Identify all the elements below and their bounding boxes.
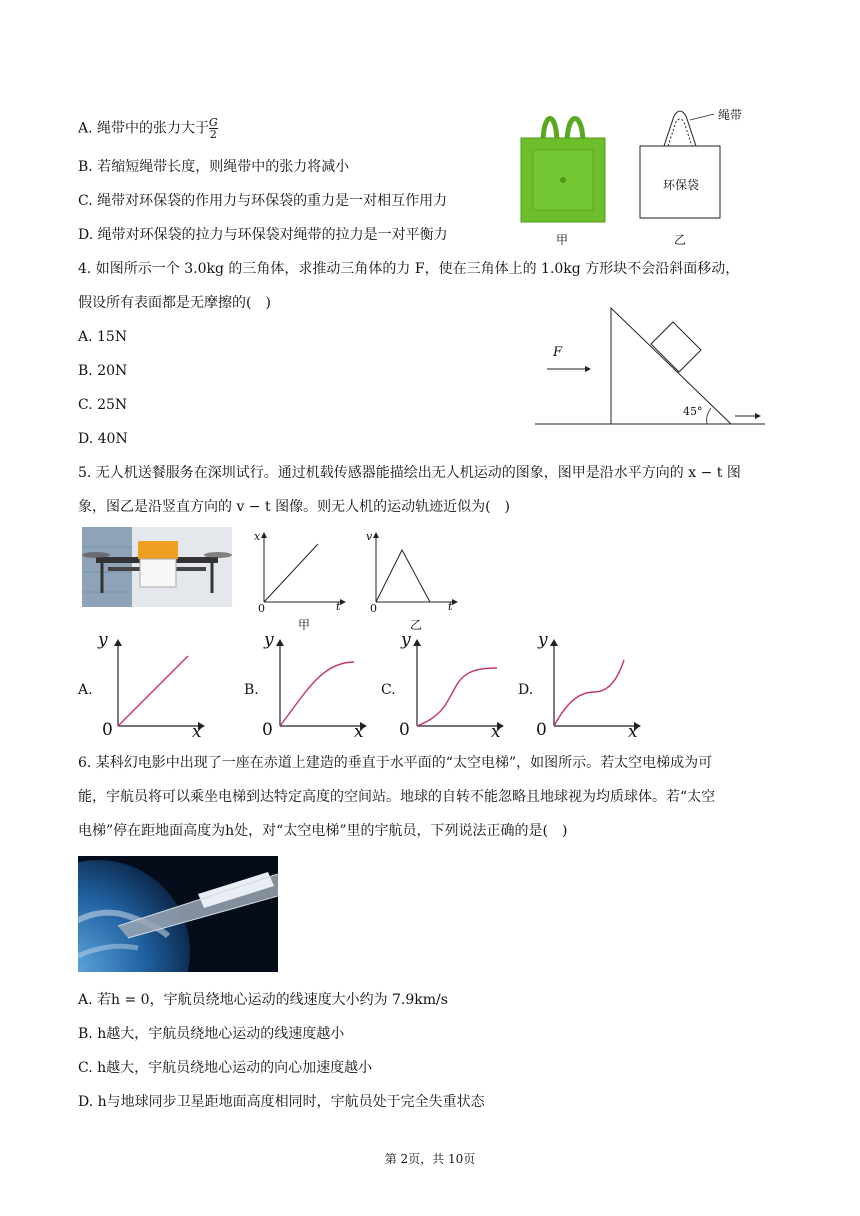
q3-option-a [78,117,218,140]
space-elevator-illustration [78,856,278,972]
drone-illustration [82,527,232,607]
incline-diagram [535,300,775,430]
q3-option-a-text: A. 绳带中的张力大于 [78,120,210,137]
answer-graph-a [78,632,218,744]
angle-label: 45° [683,405,703,418]
answer-a-origin: 0 [102,720,113,740]
green-bag-illustration [515,104,610,226]
answer-c-origin: 0 [399,720,410,740]
answer-a-letter: A. [78,682,93,698]
drone-image [82,527,232,607]
q3-caption-yi: 乙 [674,233,687,247]
answer-d-curve [554,660,624,726]
answer-d-letter: D. [518,682,534,698]
q3-caption-jia: 甲 [556,233,569,247]
graph-jia-x-label: t [336,600,341,613]
answer-a-curve [118,656,188,726]
graph-jia-svg [250,530,350,630]
graph-yi-caption: 乙 [410,618,423,632]
answer-c-y-label: y [401,630,411,650]
q4-option-c: C. 25N [78,397,128,413]
fraction-numerator: G [209,116,218,129]
q6-option-c: C. h越大，宇航员绕地心运动的向心加速度越小 [78,1060,373,1076]
answer-b-y-label: y [264,630,274,650]
graph-yi-origin: 0 [370,602,377,615]
q6-option-b: B. h越大，宇航员绕地心运动的线速度越小 [78,1026,345,1042]
space-elevator-image [78,856,278,972]
graph-jia-caption: 甲 [298,618,311,632]
fraction-denominator: 2 [209,128,217,141]
page-footer: 第 2页，共 10页 [384,1152,476,1166]
q6-stem-line1: 6. 某科幻电影中出现了一座在赤道上建造的垂直于水平面的“太空电梯”，如图所示。若太空电梯成为可 [78,755,713,771]
q4-option-a: A. 15N [78,329,128,345]
answer-d-origin: 0 [536,720,547,740]
q6-stem-line2: 能，宇航员将可以乘坐电梯到达特定高度的空间站。地球的自转不能忽略且地球视为均质球体。若“太空 [78,789,716,805]
bag-diagram-svg [630,100,780,225]
force-label: F [553,345,563,360]
graph-jia [250,530,350,630]
green-bag-image [515,104,610,226]
graph-yi-x-label: t [448,600,453,613]
answer-a-y-label: y [98,630,108,650]
q4-stem-line1: 4. 如图所示一个 3.0kg 的三角体，求推动三角体的力 F，使在三角体上的 1.0kg 方形块不会沿斜面移动， [78,261,740,277]
graph-yi-svg [362,530,462,630]
q6-option-d: D. h与地球同步卫星距地面高度相同时，宇航员处于完全失重状态 [78,1094,485,1110]
answer-d-x-label: x [628,722,638,742]
q3-option-b: B. 若缩短绳带长度，则绳带中的张力将减小 [78,159,350,175]
q6-option-a: A. 若h = 0，宇航员绕地心运动的线速度大小约为 7.9km/s [78,992,448,1008]
strap-label: 绳带 [718,108,743,122]
q5-stem-line2: 象，图乙是沿竖直方向的 v − t 图像。则无人机的运动轨迹近似为( ) [78,499,510,515]
q5-stem-line1: 5. 无人机送餐服务在深圳试行。通过机载传感器能描绘出无人机运动的图象，图甲是沿水平方向的 x − t 图 [78,465,741,481]
q4-stem-line2: 假设所有表面都是无摩擦的( ) [78,295,271,311]
answer-b-curve [280,662,354,726]
q6-stem-line3: 电梯”停在距地面高度为h处，对“太空电梯”里的宇航员，下列说法正确的是( ) [78,823,568,839]
answer-b-origin: 0 [262,720,273,740]
graph-yi [362,530,462,630]
bag-label: 环保袋 [663,178,700,192]
q4-option-d: D. 40N [78,431,128,447]
bag-diagram [630,100,780,225]
graph-jia-origin: 0 [258,602,265,615]
graph-jia-y-label: x [254,530,261,543]
q3-option-c: C. 绳带对环保袋的作用力与环保袋的重力是一对相互作用力 [78,193,448,209]
answer-graph-c [381,632,521,744]
q3-option-d: D. 绳带对环保袋的拉力与环保袋对绳带的拉力是一对平衡力 [78,227,448,243]
answer-d-y-label: y [538,630,548,650]
answer-a-x-label: x [192,722,202,742]
answer-c-x-label: x [491,722,501,742]
q4-option-b: B. 20N [78,363,128,379]
answer-c-curve [417,668,497,726]
incline-diagram-svg [535,300,775,430]
graph-yi-y-label: v [366,530,373,543]
answer-b-letter: B. [244,682,259,698]
answer-c-letter: C. [381,682,396,698]
answer-graph-b [244,632,384,744]
answer-graph-d [518,632,658,744]
q3-option-a-fraction [209,117,218,140]
answer-b-x-label: x [354,722,364,742]
